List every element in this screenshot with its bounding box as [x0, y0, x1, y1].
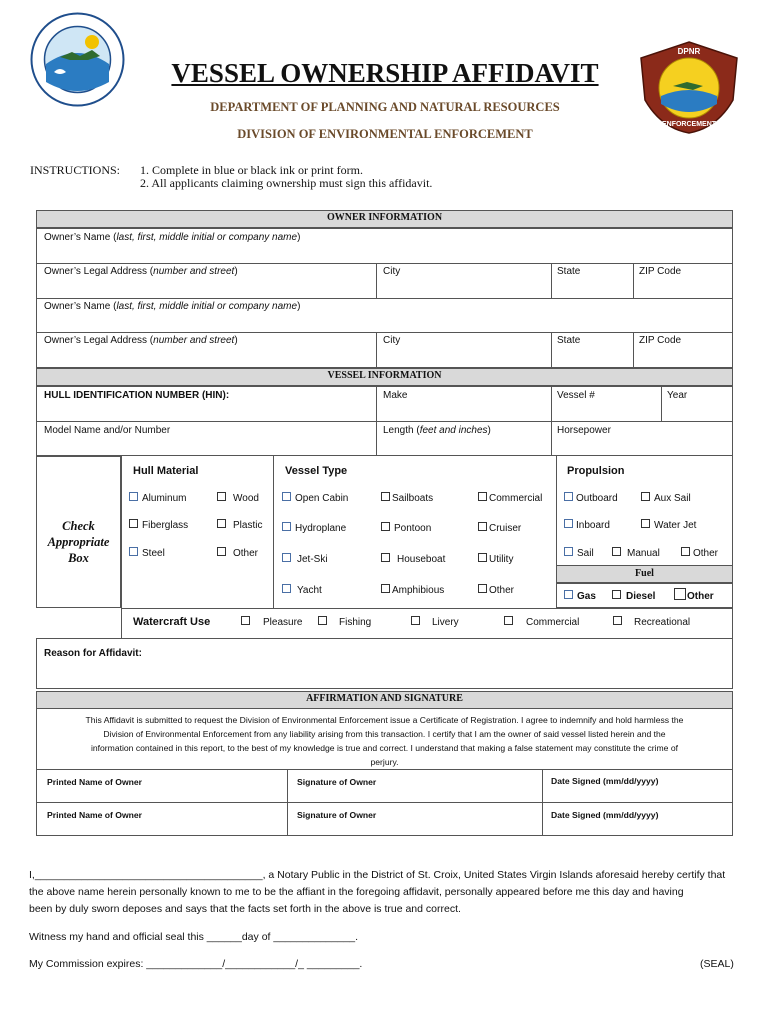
- use-fishing-checkbox[interactable]: [318, 616, 327, 625]
- type-sailboats-label: Sailboats: [392, 493, 434, 504]
- fuel-other-checkbox[interactable]: [674, 588, 686, 600]
- type-commercial-label: Commercial: [489, 493, 543, 504]
- type-hydroplane-checkbox[interactable]: [282, 522, 291, 531]
- length-label: Length (feet and inches): [383, 425, 491, 436]
- type-cruiser-checkbox[interactable]: [478, 522, 487, 531]
- prop-water-jet-label: Water Jet: [654, 520, 697, 531]
- owner-name-label-2: Owner’s Name (last, first, middle initial or company name): [44, 301, 301, 312]
- type-yacht-checkbox[interactable]: [282, 584, 291, 593]
- type-cruiser-label: Cruiser: [489, 523, 522, 534]
- hull-aluminum-label: Aluminum: [142, 493, 187, 504]
- hull-fiberglass-checkbox[interactable]: [129, 519, 138, 528]
- use-recreational-label: Recreational: [634, 617, 691, 628]
- instructions-label: INSTRUCTIONS:: [30, 163, 121, 177]
- type-open-cabin-label: Open Cabin: [295, 493, 349, 504]
- fuel-gas-label: Gas: [577, 591, 596, 602]
- owner-state-label-2: State: [557, 335, 581, 346]
- division-name: DIVISION OF ENVIRONMENTAL ENFORCEMENT: [237, 127, 533, 141]
- reason-label: Reason for Affidavit:: [44, 648, 142, 659]
- notary-line-1: I,_______________________________________, a Notary Public in the District of St. Croix, United States Virgin Islands aforesaid hereby certify that: [29, 869, 726, 881]
- page-title: VESSEL OWNERSHIP AFFIDAVIT: [171, 58, 599, 88]
- notary-line-2: the above name herein personally known to me to be the affiant in the foregoing affidavit, personally appeared before me this day and having: [29, 886, 684, 898]
- owner-address-label-2: Owner’s Legal Address (number and street): [44, 335, 238, 346]
- prop-manual-checkbox[interactable]: [612, 547, 621, 556]
- fuel-gas-checkbox[interactable]: [564, 590, 573, 599]
- hull-wood-checkbox[interactable]: [217, 492, 226, 501]
- reason-section[interactable]: [36, 639, 733, 689]
- horsepower-label: Horsepower: [557, 425, 611, 436]
- prop-manual-label: Manual: [627, 548, 660, 559]
- fuel-diesel-label: Diesel: [626, 591, 656, 602]
- use-commercial-label: Commercial: [526, 617, 580, 628]
- year-label: Year: [667, 390, 688, 401]
- type-jet-ski-checkbox[interactable]: [282, 553, 291, 562]
- check-appropriate-label: Check Appropriate Box: [47, 519, 110, 565]
- prop-outboard-checkbox[interactable]: [564, 492, 573, 501]
- type-jet-ski-label: Jet-Ski: [297, 554, 328, 565]
- prop-inboard-label: Inboard: [576, 520, 610, 531]
- use-fishing-label: Fishing: [339, 617, 372, 628]
- hull-other-checkbox[interactable]: [217, 547, 226, 556]
- commission-line: My Commission expires: _____________/____________/_ _________.: [29, 958, 363, 970]
- prop-inboard-checkbox[interactable]: [564, 519, 573, 528]
- affirmation-header: AFFIRMATION AND SIGNATURE: [36, 691, 733, 709]
- department-name: DEPARTMENT OF PLANNING AND NATURAL RESOURCES: [210, 100, 560, 114]
- hin-label: HULL IDENTIFICATION NUMBER (HIN):: [44, 390, 230, 401]
- owner-city-label-2: City: [383, 335, 401, 346]
- type-hydroplane-label: Hydroplane: [295, 523, 347, 534]
- type-houseboat-checkbox[interactable]: [381, 553, 390, 562]
- type-other-label: Other: [489, 585, 515, 596]
- owner-information-header: OWNER INFORMATION: [36, 210, 733, 228]
- instruction-item-2: 2. All applicants claiming ownership must sign this affidavit.: [140, 176, 433, 190]
- date-signed-label-2: Date Signed (mm/dd/yyyy): [551, 810, 659, 820]
- propulsion-title: Propulsion: [567, 465, 625, 477]
- type-open-cabin-checkbox[interactable]: [282, 492, 291, 501]
- notary-line-3: been by duly sworn deposes and says that the facts set forth in the above is true and correct.: [29, 903, 461, 915]
- vessel-type-title: Vessel Type: [285, 465, 348, 477]
- hull-wood-label: Wood: [233, 493, 259, 504]
- owner-name-label-1: Owner’s Name (last, first, middle initial or company name): [44, 232, 301, 243]
- type-sailboats-checkbox[interactable]: [381, 492, 390, 501]
- prop-sail-label: Sail: [577, 548, 594, 559]
- vessel-number-label: Vessel #: [557, 390, 595, 401]
- watercraft-use-title: Watercraft Use: [133, 616, 211, 628]
- type-commercial-checkbox[interactable]: [478, 492, 487, 501]
- type-utility-label: Utility: [489, 554, 514, 565]
- owner-state-label-1: State: [557, 266, 581, 277]
- hull-other-label: Other: [233, 548, 259, 559]
- type-amphibious-checkbox[interactable]: [381, 584, 390, 593]
- hull-material-title: Hull Material: [133, 465, 199, 477]
- type-amphibious-label: Amphibious: [392, 585, 445, 596]
- prop-other-label: Other: [693, 548, 719, 559]
- hull-steel-label: Steel: [142, 548, 165, 559]
- printed-name-label-1: Printed Name of Owner: [47, 777, 143, 787]
- svg-text:ENFORCEMENT: ENFORCEMENT: [661, 121, 717, 128]
- signature-label-2: Signature of Owner: [297, 810, 377, 820]
- use-pleasure-checkbox[interactable]: [241, 616, 250, 625]
- owner-name-field-2[interactable]: [44, 314, 724, 330]
- use-livery-checkbox[interactable]: [411, 616, 420, 625]
- fuel-header: Fuel: [556, 565, 733, 583]
- use-recreational-checkbox[interactable]: [613, 616, 622, 625]
- affirmation-text: This Affidavit is submitted to request the Division of Environmental Enforcement issue a Certificate of Registration. I agree to indemnify and hold harmless the Division of Environmental Enforcement from any liability arising from this transaction. I certify that I am the owner of said vessel listed herein and the information contained in this report, to the best of my knowledge is true and correct. I understand that making a false statement may constitute the crime of perjury.: [85, 715, 684, 767]
- type-other-checkbox[interactable]: [478, 584, 487, 593]
- witness-line: Witness my hand and official seal this ______day of ______________.: [29, 931, 359, 943]
- hull-fiberglass-label: Fiberglass: [142, 520, 189, 531]
- fuel-other-label: Other: [687, 591, 714, 602]
- prop-aux-sail-checkbox[interactable]: [641, 492, 650, 501]
- type-houseboat-label: Houseboat: [397, 554, 446, 565]
- use-pleasure-label: Pleasure: [263, 617, 303, 628]
- use-commercial-checkbox[interactable]: [504, 616, 513, 625]
- hull-aluminum-checkbox[interactable]: [129, 492, 138, 501]
- hull-steel-checkbox[interactable]: [129, 547, 138, 556]
- prop-aux-sail-label: Aux Sail: [654, 493, 691, 504]
- prop-sail-checkbox[interactable]: [564, 547, 573, 556]
- use-livery-label: Livery: [432, 617, 459, 628]
- owner-address-label-1: Owner’s Legal Address (number and street): [44, 266, 238, 277]
- hull-plastic-label: Plastic: [233, 520, 263, 531]
- prop-outboard-label: Outboard: [576, 493, 618, 504]
- prop-water-jet-checkbox[interactable]: [641, 519, 650, 528]
- instruction-item-1: 1. Complete in blue or black ink or print form.: [140, 163, 363, 177]
- owner-zip-label-2: ZIP Code: [639, 335, 682, 346]
- model-label: Model Name and/or Number: [44, 425, 171, 436]
- date-signed-label-1: Date Signed (mm/dd/yyyy): [551, 776, 659, 786]
- type-pontoon-label: Pontoon: [394, 523, 432, 534]
- hull-plastic-checkbox[interactable]: [217, 519, 226, 528]
- signature-label-1: Signature of Owner: [297, 777, 377, 787]
- fuel-diesel-checkbox[interactable]: [612, 590, 621, 599]
- make-label: Make: [383, 390, 408, 401]
- svg-text:DPNR: DPNR: [677, 47, 701, 56]
- owner-name-field-1[interactable]: [44, 246, 724, 262]
- type-utility-checkbox[interactable]: [478, 553, 487, 562]
- printed-name-label-2: Printed Name of Owner: [47, 810, 143, 820]
- type-pontoon-checkbox[interactable]: [381, 522, 390, 531]
- owner-zip-label-1: ZIP Code: [639, 266, 682, 277]
- type-yacht-label: Yacht: [297, 585, 322, 596]
- seal-label: (SEAL): [700, 958, 734, 970]
- owner-city-label-1: City: [383, 266, 401, 277]
- vessel-information-header: VESSEL INFORMATION: [36, 368, 733, 386]
- prop-other-checkbox[interactable]: [681, 547, 690, 556]
